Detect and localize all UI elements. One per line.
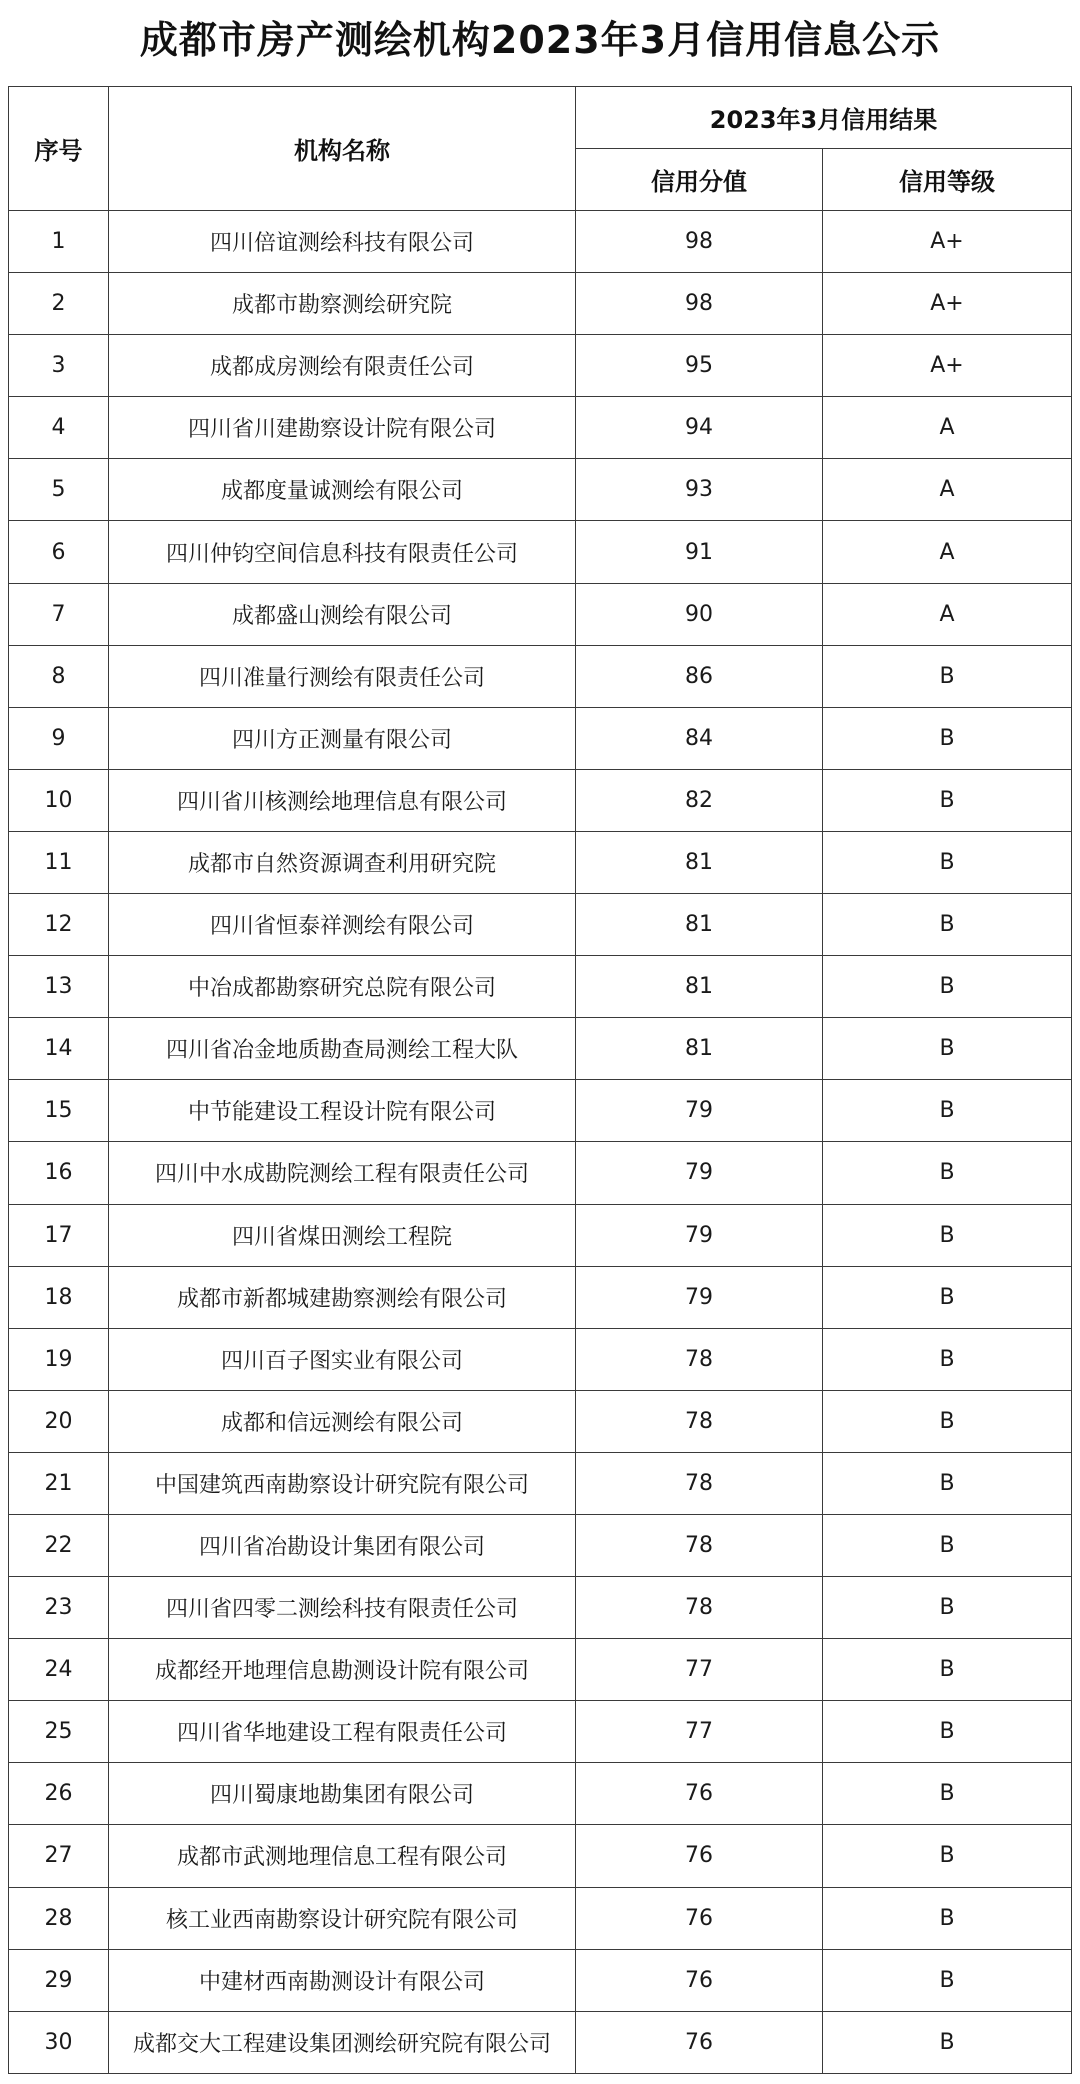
row-score-cell: 81 [576,894,823,956]
row-score-cell: 79 [576,1266,823,1328]
table-row [9,769,1072,831]
row-name-cell: 四川省煤田测绘工程院 [109,1204,576,1266]
row-score-cell: 79 [576,1080,823,1142]
row-index-cell: 28 [9,1887,109,1949]
table-row [9,1390,1072,1452]
row-level-cell: B [823,1949,1072,2011]
row-index-cell: 27 [9,1825,109,1887]
row-name-cell: 四川省冶金地质勘查局测绘工程大队 [109,1018,576,1080]
row-name-cell: 成都盛山测绘有限公司 [109,583,576,645]
row-index-cell: 20 [9,1390,109,1452]
table-row [9,894,1072,956]
row-name-cell: 四川倍谊测绘科技有限公司 [109,211,576,273]
row-level-cell: B [823,1825,1072,1887]
row-index-cell: 22 [9,1514,109,1576]
row-index-cell: 10 [9,769,109,831]
row-score-cell: 81 [576,1018,823,1080]
row-level-cell: A [823,521,1072,583]
table-row [9,1018,1072,1080]
table-row [9,956,1072,1018]
row-score-cell: 78 [576,1577,823,1639]
table-row [9,1825,1072,1887]
row-level-cell: B [823,1142,1072,1204]
table-row [9,831,1072,893]
row-score-cell: 78 [576,1452,823,1514]
row-score-cell: 78 [576,1328,823,1390]
row-level-cell: B [823,2011,1072,2073]
row-name-cell: 四川蜀康地勘集团有限公司 [109,1763,576,1825]
row-level-cell: A+ [823,273,1072,335]
row-level-cell: B [823,707,1072,769]
row-index-cell: 4 [9,397,109,459]
row-score-cell: 76 [576,1825,823,1887]
row-level-cell: A+ [823,211,1072,273]
row-name-cell: 核工业西南勘察设计研究院有限公司 [109,1887,576,1949]
header-index: 序号 [9,87,109,211]
row-score-cell: 82 [576,769,823,831]
row-level-cell: B [823,1577,1072,1639]
row-level-cell: B [823,1887,1072,1949]
table-row [9,1701,1072,1763]
row-score-cell: 98 [576,273,823,335]
row-index-cell: 15 [9,1080,109,1142]
row-index-cell: 29 [9,1949,109,2011]
table-row [9,1577,1072,1639]
row-score-cell: 76 [576,2011,823,2073]
row-index-cell: 25 [9,1701,109,1763]
table-row [9,1949,1072,2011]
row-index-cell: 26 [9,1763,109,1825]
table-row [9,1328,1072,1390]
row-name-cell: 四川百子图实业有限公司 [109,1328,576,1390]
header-result-group: 2023年3月信用结果 [576,87,1072,149]
row-level-cell: B [823,1701,1072,1763]
row-index-cell: 9 [9,707,109,769]
header-row [9,87,1072,149]
row-score-cell: 98 [576,211,823,273]
row-level-cell: B [823,1018,1072,1080]
row-name-cell: 四川仲钧空间信息科技有限责任公司 [109,521,576,583]
header-level: 信用等级 [823,149,1072,211]
table-row [9,1763,1072,1825]
row-level-cell: A [823,397,1072,459]
row-index-cell: 30 [9,2011,109,2073]
row-index-cell: 2 [9,273,109,335]
table-body [9,211,1072,2074]
table-row [9,521,1072,583]
row-level-cell: A [823,459,1072,521]
row-index-cell: 3 [9,335,109,397]
row-level-cell: B [823,1080,1072,1142]
row-index-cell: 13 [9,956,109,1018]
table-row [9,583,1072,645]
header-name: 机构名称 [109,87,576,211]
table-row [9,1266,1072,1328]
row-name-cell: 中建材西南勘测设计有限公司 [109,1949,576,2011]
table-row [9,1204,1072,1266]
row-score-cell: 76 [576,1887,823,1949]
row-index-cell: 14 [9,1018,109,1080]
table-row [9,707,1072,769]
row-level-cell: B [823,1328,1072,1390]
row-score-cell: 95 [576,335,823,397]
table-row [9,1639,1072,1701]
row-index-cell: 16 [9,1142,109,1204]
row-name-cell: 四川方正测量有限公司 [109,707,576,769]
row-score-cell: 79 [576,1204,823,1266]
row-index-cell: 21 [9,1452,109,1514]
header-score: 信用分值 [576,149,823,211]
row-name-cell: 成都和信远测绘有限公司 [109,1390,576,1452]
row-name-cell: 四川中水成勘院测绘工程有限责任公司 [109,1142,576,1204]
row-name-cell: 中冶成都勘察研究总院有限公司 [109,956,576,1018]
row-level-cell: B [823,1639,1072,1701]
row-level-cell: B [823,1452,1072,1514]
row-score-cell: 93 [576,459,823,521]
row-name-cell: 四川省恒泰祥测绘有限公司 [109,894,576,956]
row-score-cell: 76 [576,1763,823,1825]
row-level-cell: B [823,1204,1072,1266]
row-name-cell: 四川省川核测绘地理信息有限公司 [109,769,576,831]
row-score-cell: 77 [576,1701,823,1763]
table-row [9,1080,1072,1142]
row-level-cell: B [823,1266,1072,1328]
row-level-cell: A [823,583,1072,645]
table-row [9,273,1072,335]
row-name-cell: 成都交大工程建设集团测绘研究院有限公司 [109,2011,576,2073]
row-level-cell: B [823,645,1072,707]
row-index-cell: 7 [9,583,109,645]
row-score-cell: 91 [576,521,823,583]
table-row [9,335,1072,397]
page-title: 成都市房产测绘机构2023年3月信用信息公示 [139,18,941,62]
row-index-cell: 5 [9,459,109,521]
row-level-cell: B [823,1390,1072,1452]
row-score-cell: 78 [576,1390,823,1452]
row-score-cell: 94 [576,397,823,459]
row-score-cell: 81 [576,831,823,893]
row-index-cell: 6 [9,521,109,583]
row-index-cell: 11 [9,831,109,893]
row-name-cell: 成都成房测绘有限责任公司 [109,335,576,397]
table-row [9,1142,1072,1204]
row-level-cell: A+ [823,335,1072,397]
row-index-cell: 19 [9,1328,109,1390]
row-name-cell: 四川省冶勘设计集团有限公司 [109,1514,576,1576]
row-score-cell: 77 [576,1639,823,1701]
row-index-cell: 17 [9,1204,109,1266]
row-level-cell: B [823,956,1072,1018]
row-score-cell: 84 [576,707,823,769]
row-score-cell: 76 [576,1949,823,2011]
table-row [9,1887,1072,1949]
row-score-cell: 90 [576,583,823,645]
row-name-cell: 成都度量诚测绘有限公司 [109,459,576,521]
row-name-cell: 成都市新都城建勘察测绘有限公司 [109,1266,576,1328]
table-row [9,645,1072,707]
row-score-cell: 86 [576,645,823,707]
table-row [9,1452,1072,1514]
table-row [9,1514,1072,1576]
table-header [9,87,1072,211]
row-name-cell: 成都市勘察测绘研究院 [109,273,576,335]
row-level-cell: B [823,831,1072,893]
row-index-cell: 24 [9,1639,109,1701]
row-name-cell: 中国建筑西南勘察设计研究院有限公司 [109,1452,576,1514]
row-name-cell: 四川省四零二测绘科技有限责任公司 [109,1577,576,1639]
row-name-cell: 中节能建设工程设计院有限公司 [109,1080,576,1142]
row-name-cell: 成都市武测地理信息工程有限公司 [109,1825,576,1887]
row-index-cell: 1 [9,211,109,273]
row-index-cell: 12 [9,894,109,956]
table-row [9,211,1072,273]
row-level-cell: B [823,1514,1072,1576]
row-level-cell: B [823,769,1072,831]
row-index-cell: 18 [9,1266,109,1328]
row-name-cell: 四川省华地建设工程有限责任公司 [109,1701,576,1763]
row-level-cell: B [823,894,1072,956]
table-row [9,459,1072,521]
row-index-cell: 23 [9,1577,109,1639]
row-name-cell: 四川准量行测绘有限责任公司 [109,645,576,707]
table-row [9,397,1072,459]
table-row [9,2011,1072,2073]
row-score-cell: 78 [576,1514,823,1576]
row-name-cell: 成都经开地理信息勘测设计院有限公司 [109,1639,576,1701]
row-index-cell: 8 [9,645,109,707]
row-score-cell: 81 [576,956,823,1018]
row-name-cell: 成都市自然资源调查利用研究院 [109,831,576,893]
row-name-cell: 四川省川建勘察设计院有限公司 [109,397,576,459]
credit-table [8,86,1072,2074]
row-level-cell: B [823,1763,1072,1825]
row-score-cell: 79 [576,1142,823,1204]
